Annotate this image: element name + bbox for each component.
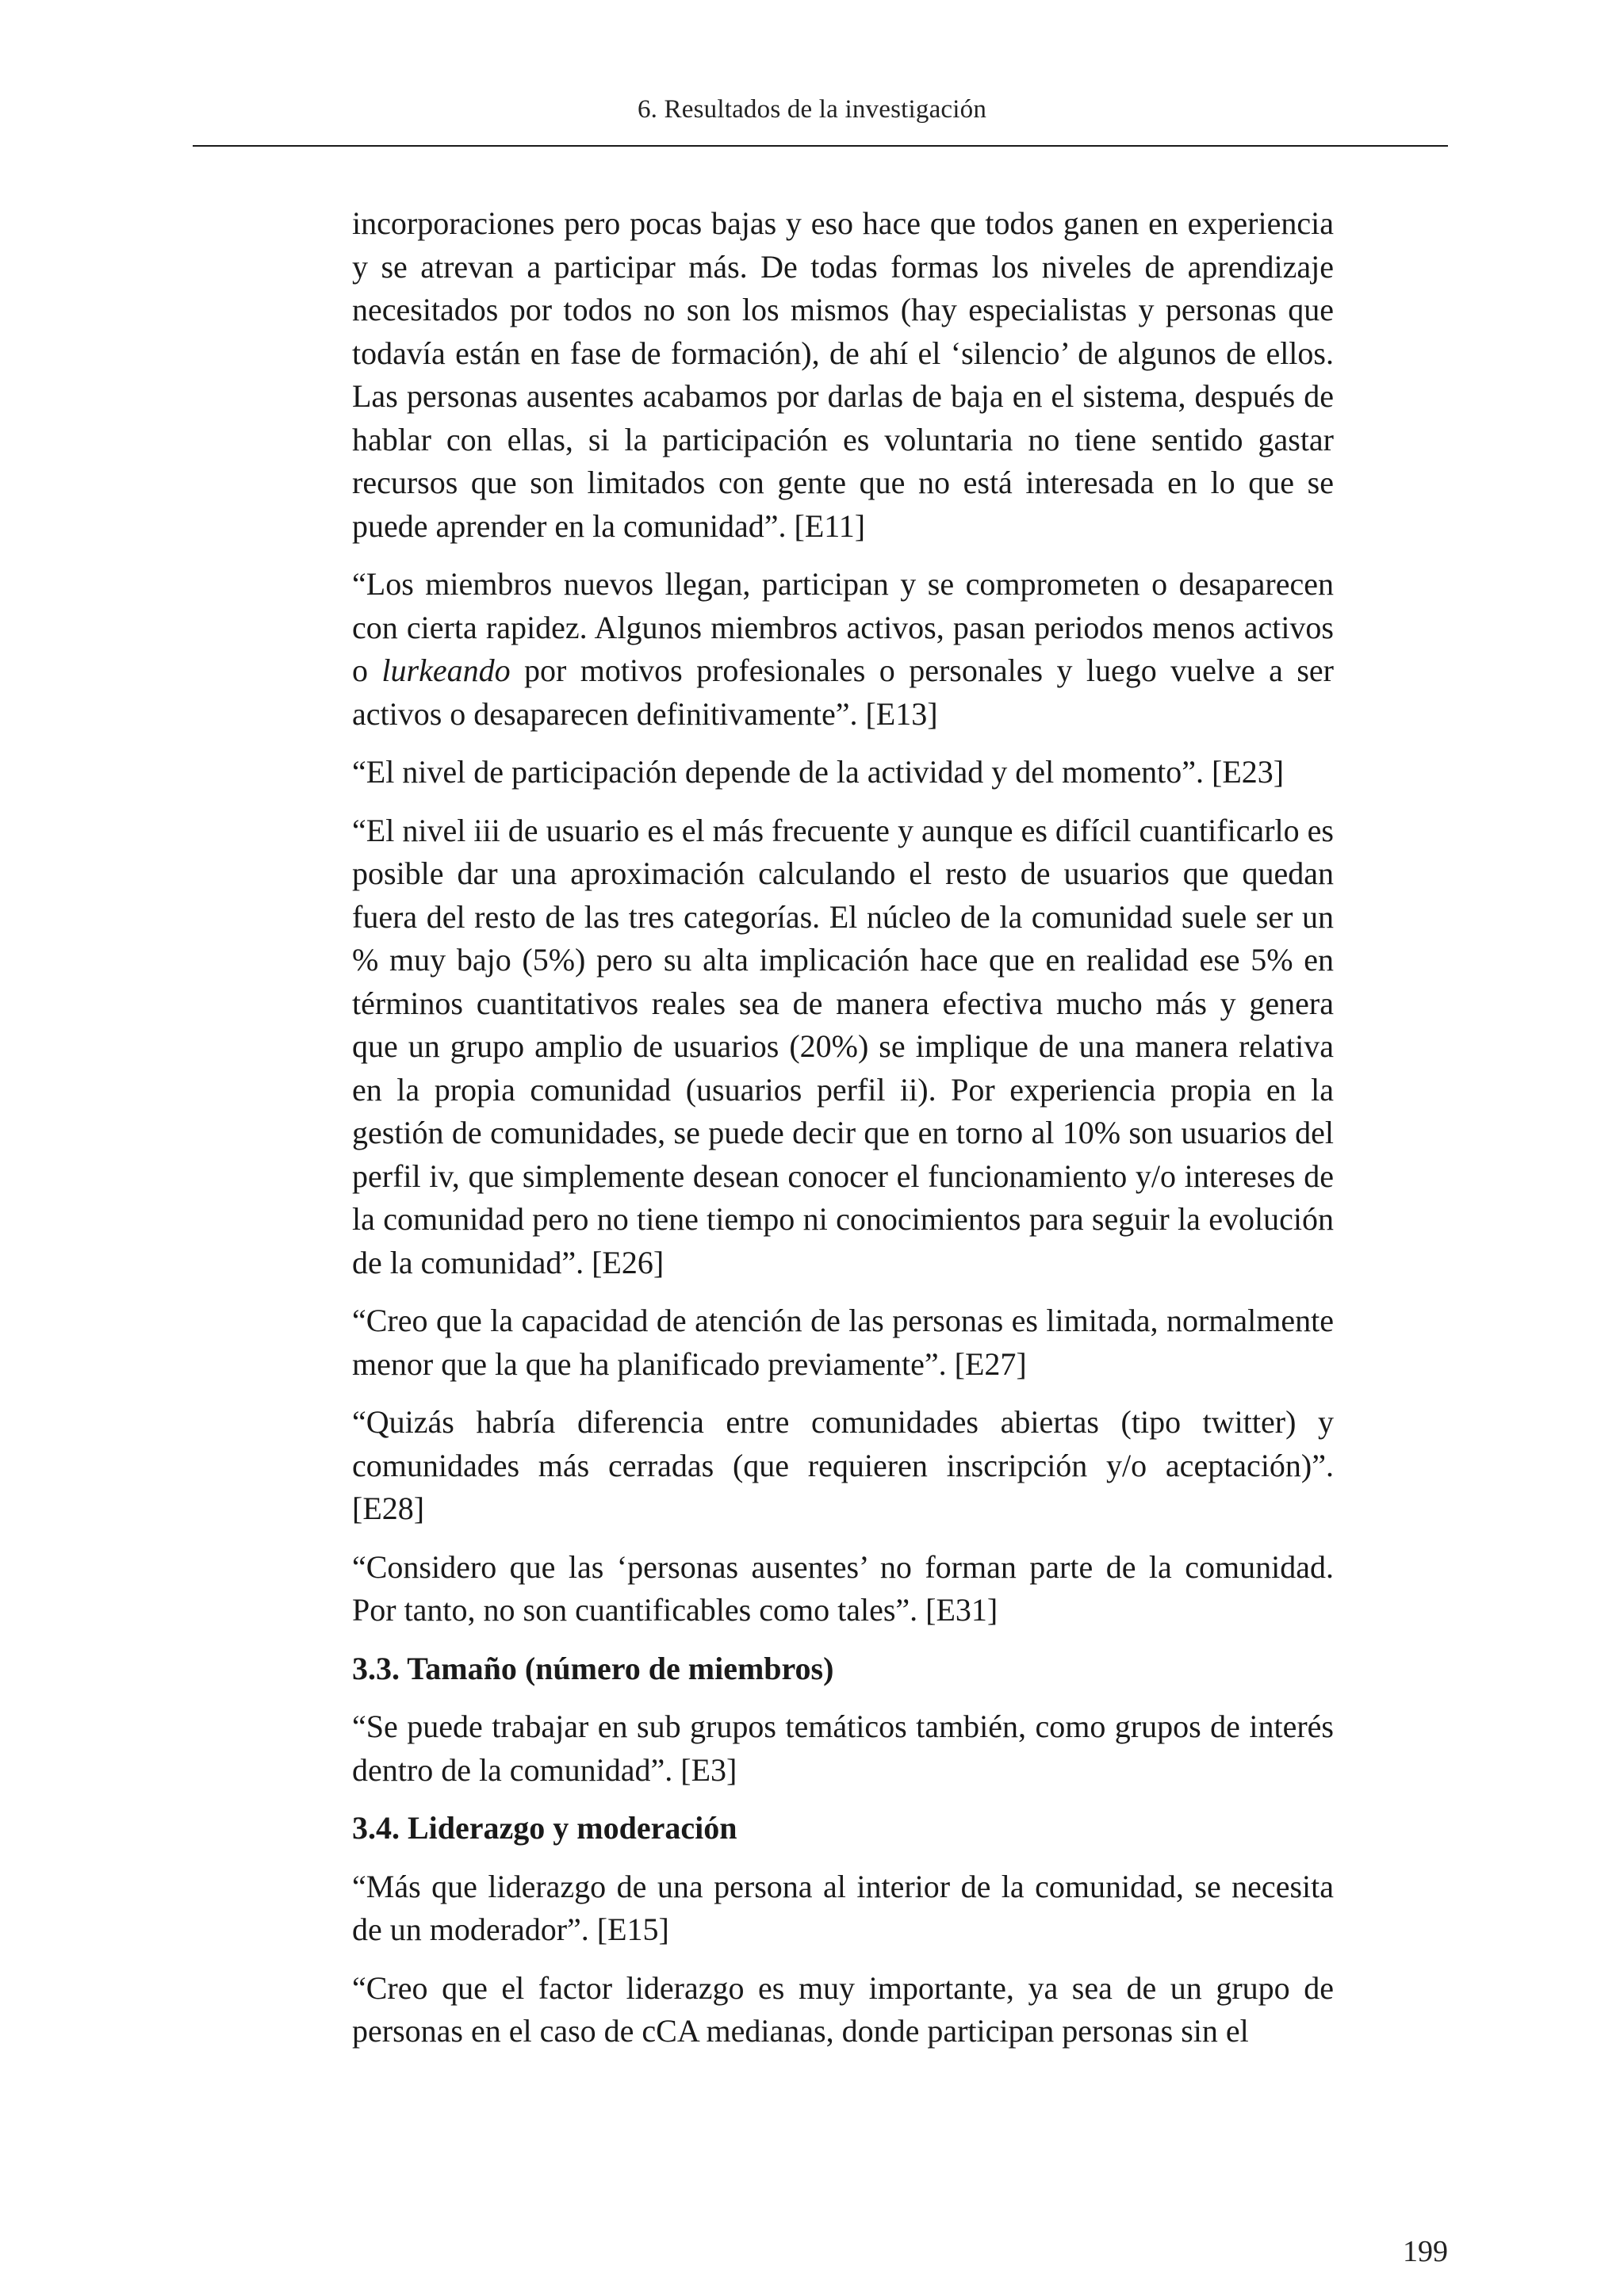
quote-e31: “Considero que las ‘personas ausentes’ no forman parte de la comunidad. Por tanto, no son cuantificables como tales”. [E31]	[352, 1548, 1334, 1628]
quote-e26: “El nivel iii de usuario es el más frecuente y aunque es difícil cuantificarlo es posible dar una aproximación calculando el resto de usuarios que quedan fuera del resto de las tres categorías. El núcleo de la comunidad suele ser un % muy bajo (5%) pero su alta implicación hace que en realidad ese 5% en términos cuantitativos reales sea de manera efectiva mucho más y genera que un grupo amplio de usuarios (20%) se implique de una manera relativa en la propia comunidad (usuarios perfil ii). Por experiencia propia en la gestión de comunidades, se puede decir que en torno al 10% son usuarios del perfil iv, que simplemente desean conocer el funcionamiento y/o intereses de la comunidad pero no tiene tiempo ni conocimientos para seguir la evolución de la comunidad”. [E26]	[352, 812, 1334, 1280]
quote-e13-italic-term: lurkeando	[381, 652, 511, 688]
quote-e3: “Se puede trabajar en sub grupos temáticos también, como grupos de interés dentro de la comunidad”. [E3]	[352, 1709, 1334, 1788]
quote-e15: “Más que liderazgo de una persona al interior de la comunidad, se necesita de un moderador”. [E15]	[352, 1868, 1334, 1947]
quote-e13-text-after: por motivos profesionales o personales y luego vuelve a ser activos o desaparecen definitivamente”. [E13]	[352, 652, 1334, 732]
running-header: 6. Resultados de la investigación	[637, 95, 987, 124]
section-heading-leadership: 3.4. Liderazgo y moderación	[352, 1810, 737, 1846]
page-body	[352, 202, 1334, 2053]
section-heading-size: 3.3. Tamaño (número de miembros)	[352, 1650, 834, 1686]
quote-e13-text-before: “Los miembros nuevos llegan, participan y se comprometen o desaparecen con cierta rapidez. Algunos miembros activos, pasan periodos menos activos o	[352, 566, 1334, 688]
page-number: 199	[1403, 2235, 1448, 2268]
quote-leadership-continued: “Creo que el factor liderazgo es muy importante, ya sea de un grupo de personas en el caso de cCA medianas, donde participan personas sin el	[352, 1969, 1334, 2049]
header-rule	[193, 145, 1448, 147]
quote-e13	[352, 563, 1334, 736]
paragraph-continuation-e11: incorporaciones pero pocas bajas y eso hace que todos ganen en experiencia y se atrevan a participar más. De todas formas los niveles de aprendizaje necesitados por todos no son los mismos (hay especialistas y personas que todavía están en fase de formación), de ahí el ‘silencio’ de algunos de ellos. Las personas ausentes acabamos por darlas de baja en el sistema, después de hablar con ellas, si la participación es voluntaria no tiene sentido gastar recursos que son limitados con gente que no está interesada en lo que se puede aprender en la comunidad”. [E11]	[352, 205, 1334, 544]
quote-e23: “El nivel de participación depende de la actividad y del momento”. [E23]	[352, 754, 1285, 790]
quote-e28: “Quizás habría diferencia entre comunidades abiertas (tipo twitter) y comunidades más cerradas (que requieren inscripción y/o aceptación)”. [E28]	[352, 1404, 1334, 1526]
quote-e27: “Creo que la capacidad de atención de las personas es limitada, normalmente menor que la que ha planificado previamente”. [E27]	[352, 1303, 1334, 1382]
